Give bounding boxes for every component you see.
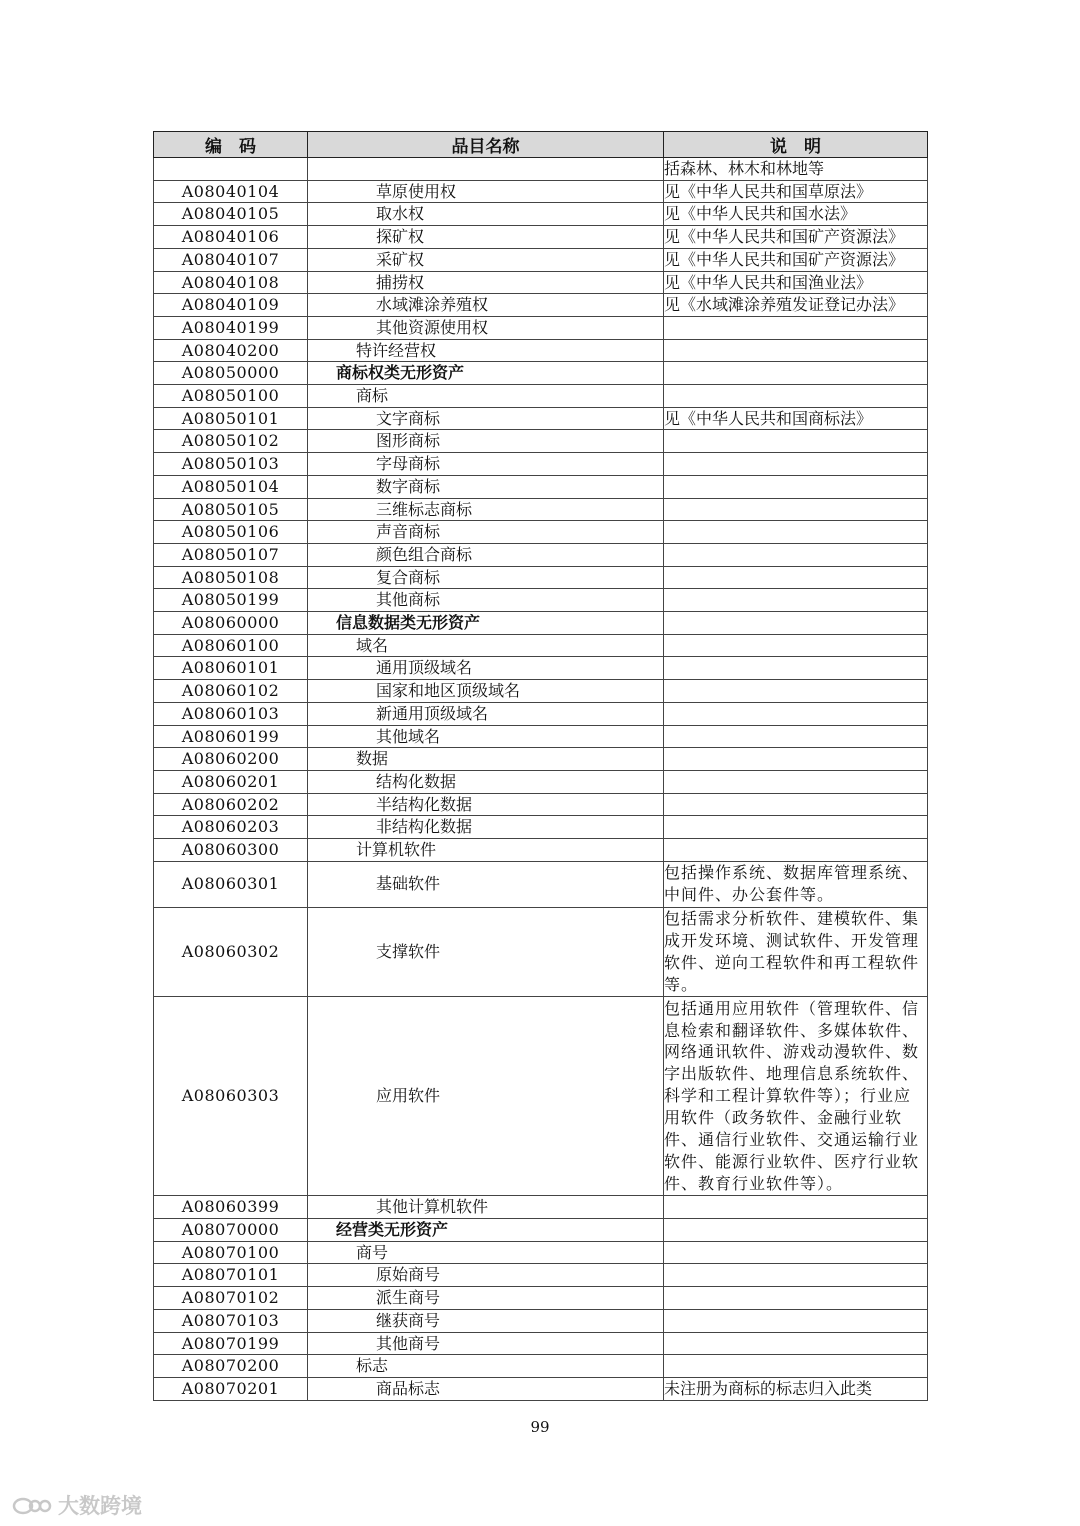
cell-item-name: 原始商号 [308,1264,664,1287]
cell-item-name: 草原使用权 [308,180,664,203]
cell-description: 见《中华人民共和国商标法》 [664,407,928,430]
cell-description [664,498,928,521]
cell-code: A08060000 [154,612,308,635]
cell-code [154,158,308,181]
cell-code: A08050104 [154,475,308,498]
table-row [154,248,928,271]
table-header-row [154,132,928,158]
table-row [154,498,928,521]
cell-item-name: 标志 [308,1355,664,1378]
cell-item-name: 半结构化数据 [308,793,664,816]
table-row [154,589,928,612]
cell-code: A08070102 [154,1287,308,1310]
cell-code: A08060300 [154,839,308,862]
cell-description [664,748,928,771]
table-row [154,407,928,430]
cell-description [664,770,928,793]
table-row [154,1377,928,1400]
cell-code: A08050107 [154,543,308,566]
table-row [154,521,928,544]
table-row [154,680,928,703]
cell-item-name: 新通用顶级域名 [308,702,664,725]
cell-item-name: 特许经营权 [308,339,664,362]
table-row [154,1332,928,1355]
cell-code: A08060302 [154,907,308,997]
table-row [154,271,928,294]
cell-item-name: 其他域名 [308,725,664,748]
cell-description: 见《中华人民共和国水法》 [664,203,928,226]
cell-code: A08040108 [154,271,308,294]
cell-code: A08050000 [154,362,308,385]
cell-description [664,385,928,408]
table-row [154,1309,928,1332]
cell-description [664,634,928,657]
cell-code: A08060399 [154,1196,308,1219]
cell-item-name: 其他资源使用权 [308,316,664,339]
catalog-table [153,131,928,1401]
cell-item-name: 派生商号 [308,1287,664,1310]
cell-item-name: 探矿权 [308,226,664,249]
table-row [154,725,928,748]
table-row [154,339,928,362]
cell-code: A08060301 [154,861,308,907]
cell-item-name: 其他商标 [308,589,664,612]
table-row [154,1196,928,1219]
table-row [154,430,928,453]
cell-code: A08050106 [154,521,308,544]
cell-item-name: 计算机软件 [308,839,664,862]
cell-description [664,1287,928,1310]
table-row [154,770,928,793]
cell-code: A08060201 [154,770,308,793]
cell-code: A08050101 [154,407,308,430]
cell-description [664,362,928,385]
cell-item-name: 商标 [308,385,664,408]
cell-code: A08070101 [154,1264,308,1287]
table-row [154,997,928,1196]
cell-code: A08070103 [154,1309,308,1332]
cell-code: A08070199 [154,1332,308,1355]
header-description: 说 明 [664,132,928,158]
cell-description: 包括通用应用软件（管理软件、信息检索和翻译软件、多媒体软件、网络通讯软件、游戏动漫软件、数字出版软件、地理信息系统软件、科学和工程计算软件等）；行业应用软件（政务软件、金融行业软件、通信行业软件、交通运输行业软件、能源行业软件、医疗行业软件、教育行业软件等）。 [664,997,928,1196]
cell-description: 见《中华人民共和国渔业法》 [664,271,928,294]
table-row [154,362,928,385]
cell-code: A08040105 [154,203,308,226]
cell-item-name: 数字商标 [308,475,664,498]
cell-description [664,1196,928,1219]
table-row [154,226,928,249]
table-row [154,203,928,226]
cell-code: A08070201 [154,1377,308,1400]
cell-description: 见《中华人民共和国草原法》 [664,180,928,203]
cell-description [664,793,928,816]
header-code: 编 码 [154,132,308,158]
cell-item-name: 图形商标 [308,430,664,453]
cell-item-name: 国家和地区顶级域名 [308,680,664,703]
cell-item-name [308,158,664,181]
cell-code: A08050103 [154,453,308,476]
cell-description [664,566,928,589]
cell-description [664,589,928,612]
cell-item-name: 继获商号 [308,1309,664,1332]
cell-item-name: 字母商标 [308,453,664,476]
cell-item-name: 应用软件 [308,997,664,1196]
table-row [154,702,928,725]
table-row [154,158,928,181]
cell-description [664,1264,928,1287]
cell-description: 见《水域滩涂养殖发证登记办法》 [664,294,928,317]
header-item-name: 品目名称 [308,132,664,158]
cell-description: 未注册为商标的标志归入此类 [664,1377,928,1400]
cell-description [664,1309,928,1332]
cell-item-name: 基础软件 [308,861,664,907]
cell-code: A08070100 [154,1241,308,1264]
page-number: 99 [530,1418,550,1436]
cell-item-name: 通用顶级域名 [308,657,664,680]
table-row [154,907,928,997]
cell-code: A08040109 [154,294,308,317]
cell-description [664,339,928,362]
cell-description: 包括操作系统、数据库管理系统、中间件、办公套件等。 [664,861,928,907]
cell-description [664,1332,928,1355]
cell-code: A08060202 [154,793,308,816]
table-row [154,316,928,339]
cell-description [664,839,928,862]
cell-code: A08040107 [154,248,308,271]
table-row [154,861,928,907]
cell-code: A08050100 [154,385,308,408]
table-row [154,180,928,203]
table-row [154,748,928,771]
cell-code: A08060199 [154,725,308,748]
cell-item-name: 商标权类无形资产 [308,362,664,385]
cell-code: A08060103 [154,702,308,725]
table-row [154,385,928,408]
cell-description [664,612,928,635]
cell-description [664,453,928,476]
watermark-text: 大数跨境 [58,1494,142,1518]
cell-description [664,430,928,453]
cell-description [664,1355,928,1378]
table-row [154,1287,928,1310]
table-row [154,453,928,476]
cell-code: A08060303 [154,997,308,1196]
cell-item-name: 经营类无形资产 [308,1218,664,1241]
cell-description [664,521,928,544]
table-row [154,657,928,680]
cell-item-name: 信息数据类无形资产 [308,612,664,635]
cell-code: A08060203 [154,816,308,839]
cell-description [664,316,928,339]
cell-item-name: 商品标志 [308,1377,664,1400]
cell-code: A08040104 [154,180,308,203]
cell-item-name: 捕捞权 [308,271,664,294]
table-row [154,612,928,635]
table-row [154,1241,928,1264]
cell-description [664,475,928,498]
cell-item-name: 水域滩涂养殖权 [308,294,664,317]
table-row [154,634,928,657]
cell-description [664,543,928,566]
cell-description: 见《中华人民共和国矿产资源法》 [664,226,928,249]
cell-code: A08040106 [154,226,308,249]
watermark [12,1490,142,1520]
cell-code: A08060100 [154,634,308,657]
cell-description [664,725,928,748]
cell-item-name: 非结构化数据 [308,816,664,839]
cell-item-name: 商号 [308,1241,664,1264]
cell-description [664,1241,928,1264]
table-row [154,793,928,816]
cell-code: A08050105 [154,498,308,521]
table-row [154,543,928,566]
table-row [154,475,928,498]
table-row [154,294,928,317]
cell-code: A08040199 [154,316,308,339]
cell-description [664,816,928,839]
cell-item-name: 三维标志商标 [308,498,664,521]
table-row [154,1264,928,1287]
cell-description [664,1218,928,1241]
table-row [154,1218,928,1241]
cell-code: A08060102 [154,680,308,703]
cell-code: A08040200 [154,339,308,362]
cell-item-name: 取水权 [308,203,664,226]
table-row [154,839,928,862]
cell-item-name: 其他商号 [308,1332,664,1355]
cell-code: A08050108 [154,566,308,589]
cell-description: 见《中华人民共和国矿产资源法》 [664,248,928,271]
cell-item-name: 其他计算机软件 [308,1196,664,1219]
cell-code: A08070000 [154,1218,308,1241]
cell-code: A08060101 [154,657,308,680]
cell-item-name: 域名 [308,634,664,657]
cell-item-name: 颜色组合商标 [308,543,664,566]
cell-description: 包括需求分析软件、建模软件、集成开发环境、测试软件、开发管理软件、逆向工程软件和再工程软件等。 [664,907,928,997]
table-row [154,1355,928,1378]
cell-code: A08050199 [154,589,308,612]
cell-item-name: 采矿权 [308,248,664,271]
cell-item-name: 声音商标 [308,521,664,544]
weibo-logo-icon [12,1494,52,1516]
cell-description [664,702,928,725]
cell-code: A08060200 [154,748,308,771]
cell-item-name: 复合商标 [308,566,664,589]
cell-description: 括森林、林木和林地等 [664,158,928,181]
cell-description [664,657,928,680]
cell-description [664,680,928,703]
cell-item-name: 结构化数据 [308,770,664,793]
cell-item-name: 数据 [308,748,664,771]
cell-code: A08050102 [154,430,308,453]
table-row [154,816,928,839]
cell-code: A08070200 [154,1355,308,1378]
cell-item-name: 文字商标 [308,407,664,430]
cell-item-name: 支撑软件 [308,907,664,997]
table-row [154,566,928,589]
